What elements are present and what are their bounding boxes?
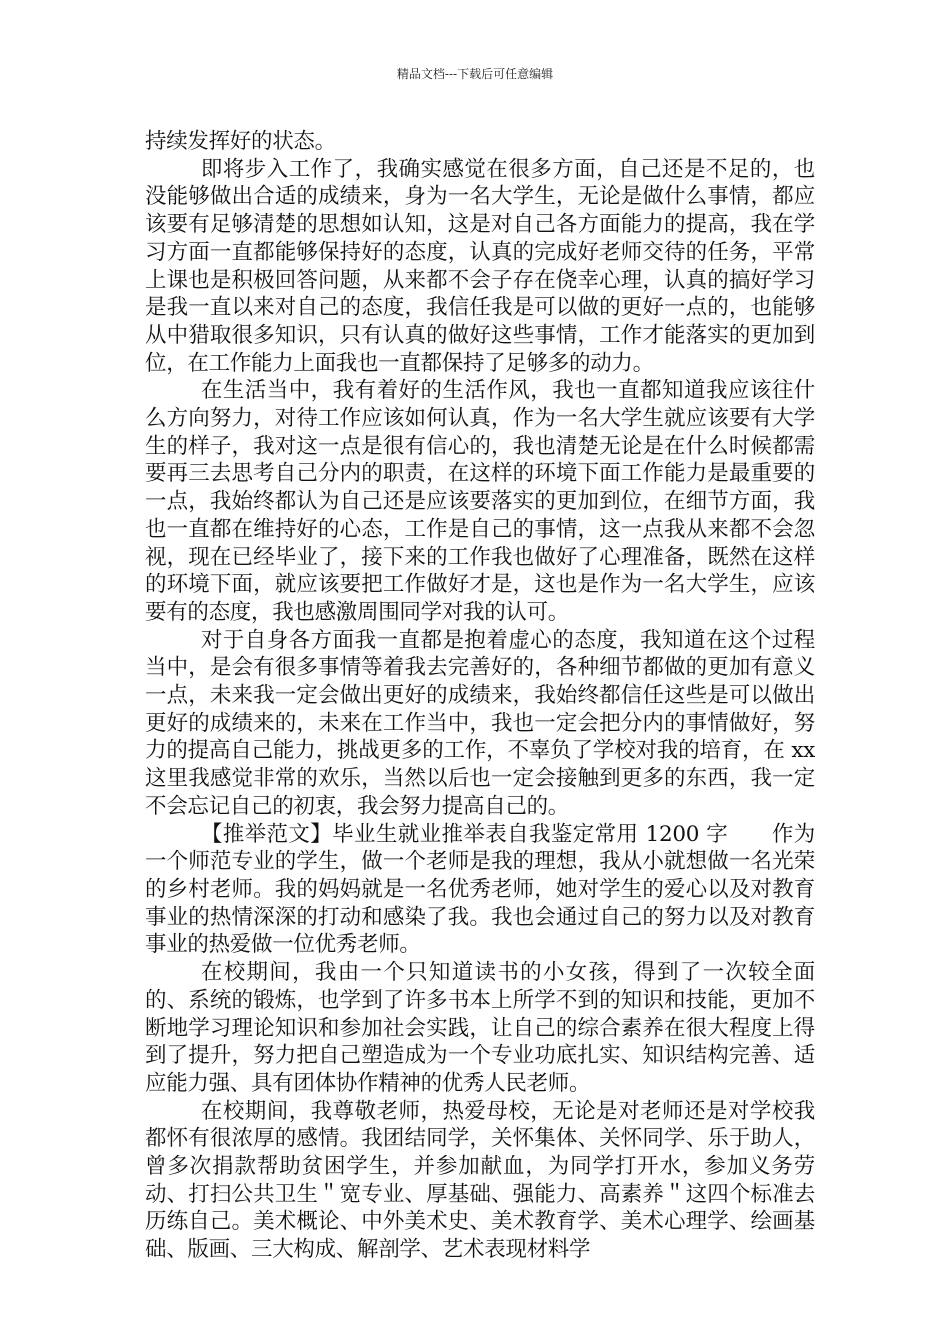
- paragraph-recommended-sample: 【推举范文】毕业生就业推举表自我鉴定常用 1200 字 作为一个师范专业的学生，做一个老师是我的理想，我从小就想做一名光荣的乡村老师。我的妈妈就是一名优秀老师，她对学生的爱心以及对教育事业的热情深深的打动和感染了我。我也会通过自己的努力以及对教育事业的热爱做一位优秀老师。: [145, 821, 815, 958]
- page-header: 精品文档---下载后可任意编辑: [396, 67, 554, 81]
- paragraph-work-readiness: 即将步入工作了，我确实感觉在很多方面，自己还是不足的，也没能够做出合适的成绩来，身为一名大学生，无论是做什么事情，都应该要有足够清楚的思想如认知，这是对自己各方面能力的提高，我在学习方面一直都能够保持好的态度，认真的完成好老师交待的任务，平常上课也是积极回答问题，从来都不会子存在侥幸心理，认真的搞好学习是我一直以来对自己的态度，我信任我是可以做的更好一点的，也能够从中猎取很多知识，只有认真的做好这些事情，工作才能落实的更加到位，在工作能力上面我也一直都保持了足够多的动力。: [145, 156, 815, 376]
- document-body: [145, 128, 815, 1264]
- paragraph-life-style: 在生活当中，我有着好的生活作风，我也一直都知道我应该往什么方向努力，对待工作应该如何认真，作为一名大学生就应该要有大学生的样子，我对这一点是很有信心的，我也清楚无论是在什么时候都需要再三去思考自己分内的职责，在这样的环境下面工作能力是最重要的一点，我始终都认为自己还是应该要落实的更加到位，在细节方面，我也一直都在维持好的心态，工作是自己的事情，这一点我从来都不会忽视，现在已经毕业了，接下来的工作我也做好了心理准备，既然在这样的环境下面，就应该要把工作做好才是，这也是作为一名大学生，应该要有的态度，我也感激周围同学对我的认可。: [145, 378, 815, 625]
- paragraph-school-conduct: 在校期间，我尊敬老师，热爱母校，无论是对老师还是对学校我都怀有很浓厚的感情。我团结同学，关怀集体、关怀同学、乐于助人，曾多次捐款帮助贫困学生，并参加献血，为同学打开水，参加义务劳动、打扫公共卫生＂宽专业、厚基础、强能力、高素养＂这四个标准去历练自己。美术概论、中外美术史、美术教育学、美术心理学、绘画基础、版画、三大构成、解剖学、艺术表现材料学: [145, 1098, 815, 1263]
- paragraph-self-attitude: 对于自身各方面我一直都是抱着虚心的态度，我知道在这个过程当中，是会有很多事情等着我去完善好的，各种细节都做的更加有意义一点，未来我一定会做出更好的成绩来，我始终都信任这些是可以做出更好的成绩来的，未来在工作当中，我也一定会把分内的事情做好，努力的提高自己能力，挑战更多的工作，不辜负了学校对我的培育，在 xx 这里我感觉非常的欢乐，当然以后也一定会接触到更多的东西，我一定不会忘记自己的初衷，我会努力提高自己的。: [145, 627, 815, 819]
- paragraph-school-growth: 在校期间，我由一个只知道读书的小女孩，得到了一次较全面的、系统的锻炼，也学到了许多书本上所学不到的知识和技能，更加不断地学习理论知识和参加社会实践，让自己的综合素养在很大程度上得到了提升，努力把自己塑造成为一个专业功底扎实、知识结构完善、适应能力强、具有团体协作精神的优秀人民老师。: [145, 960, 815, 1096]
- paragraph-continuation: 持续发挥好的状态。: [145, 129, 336, 154]
